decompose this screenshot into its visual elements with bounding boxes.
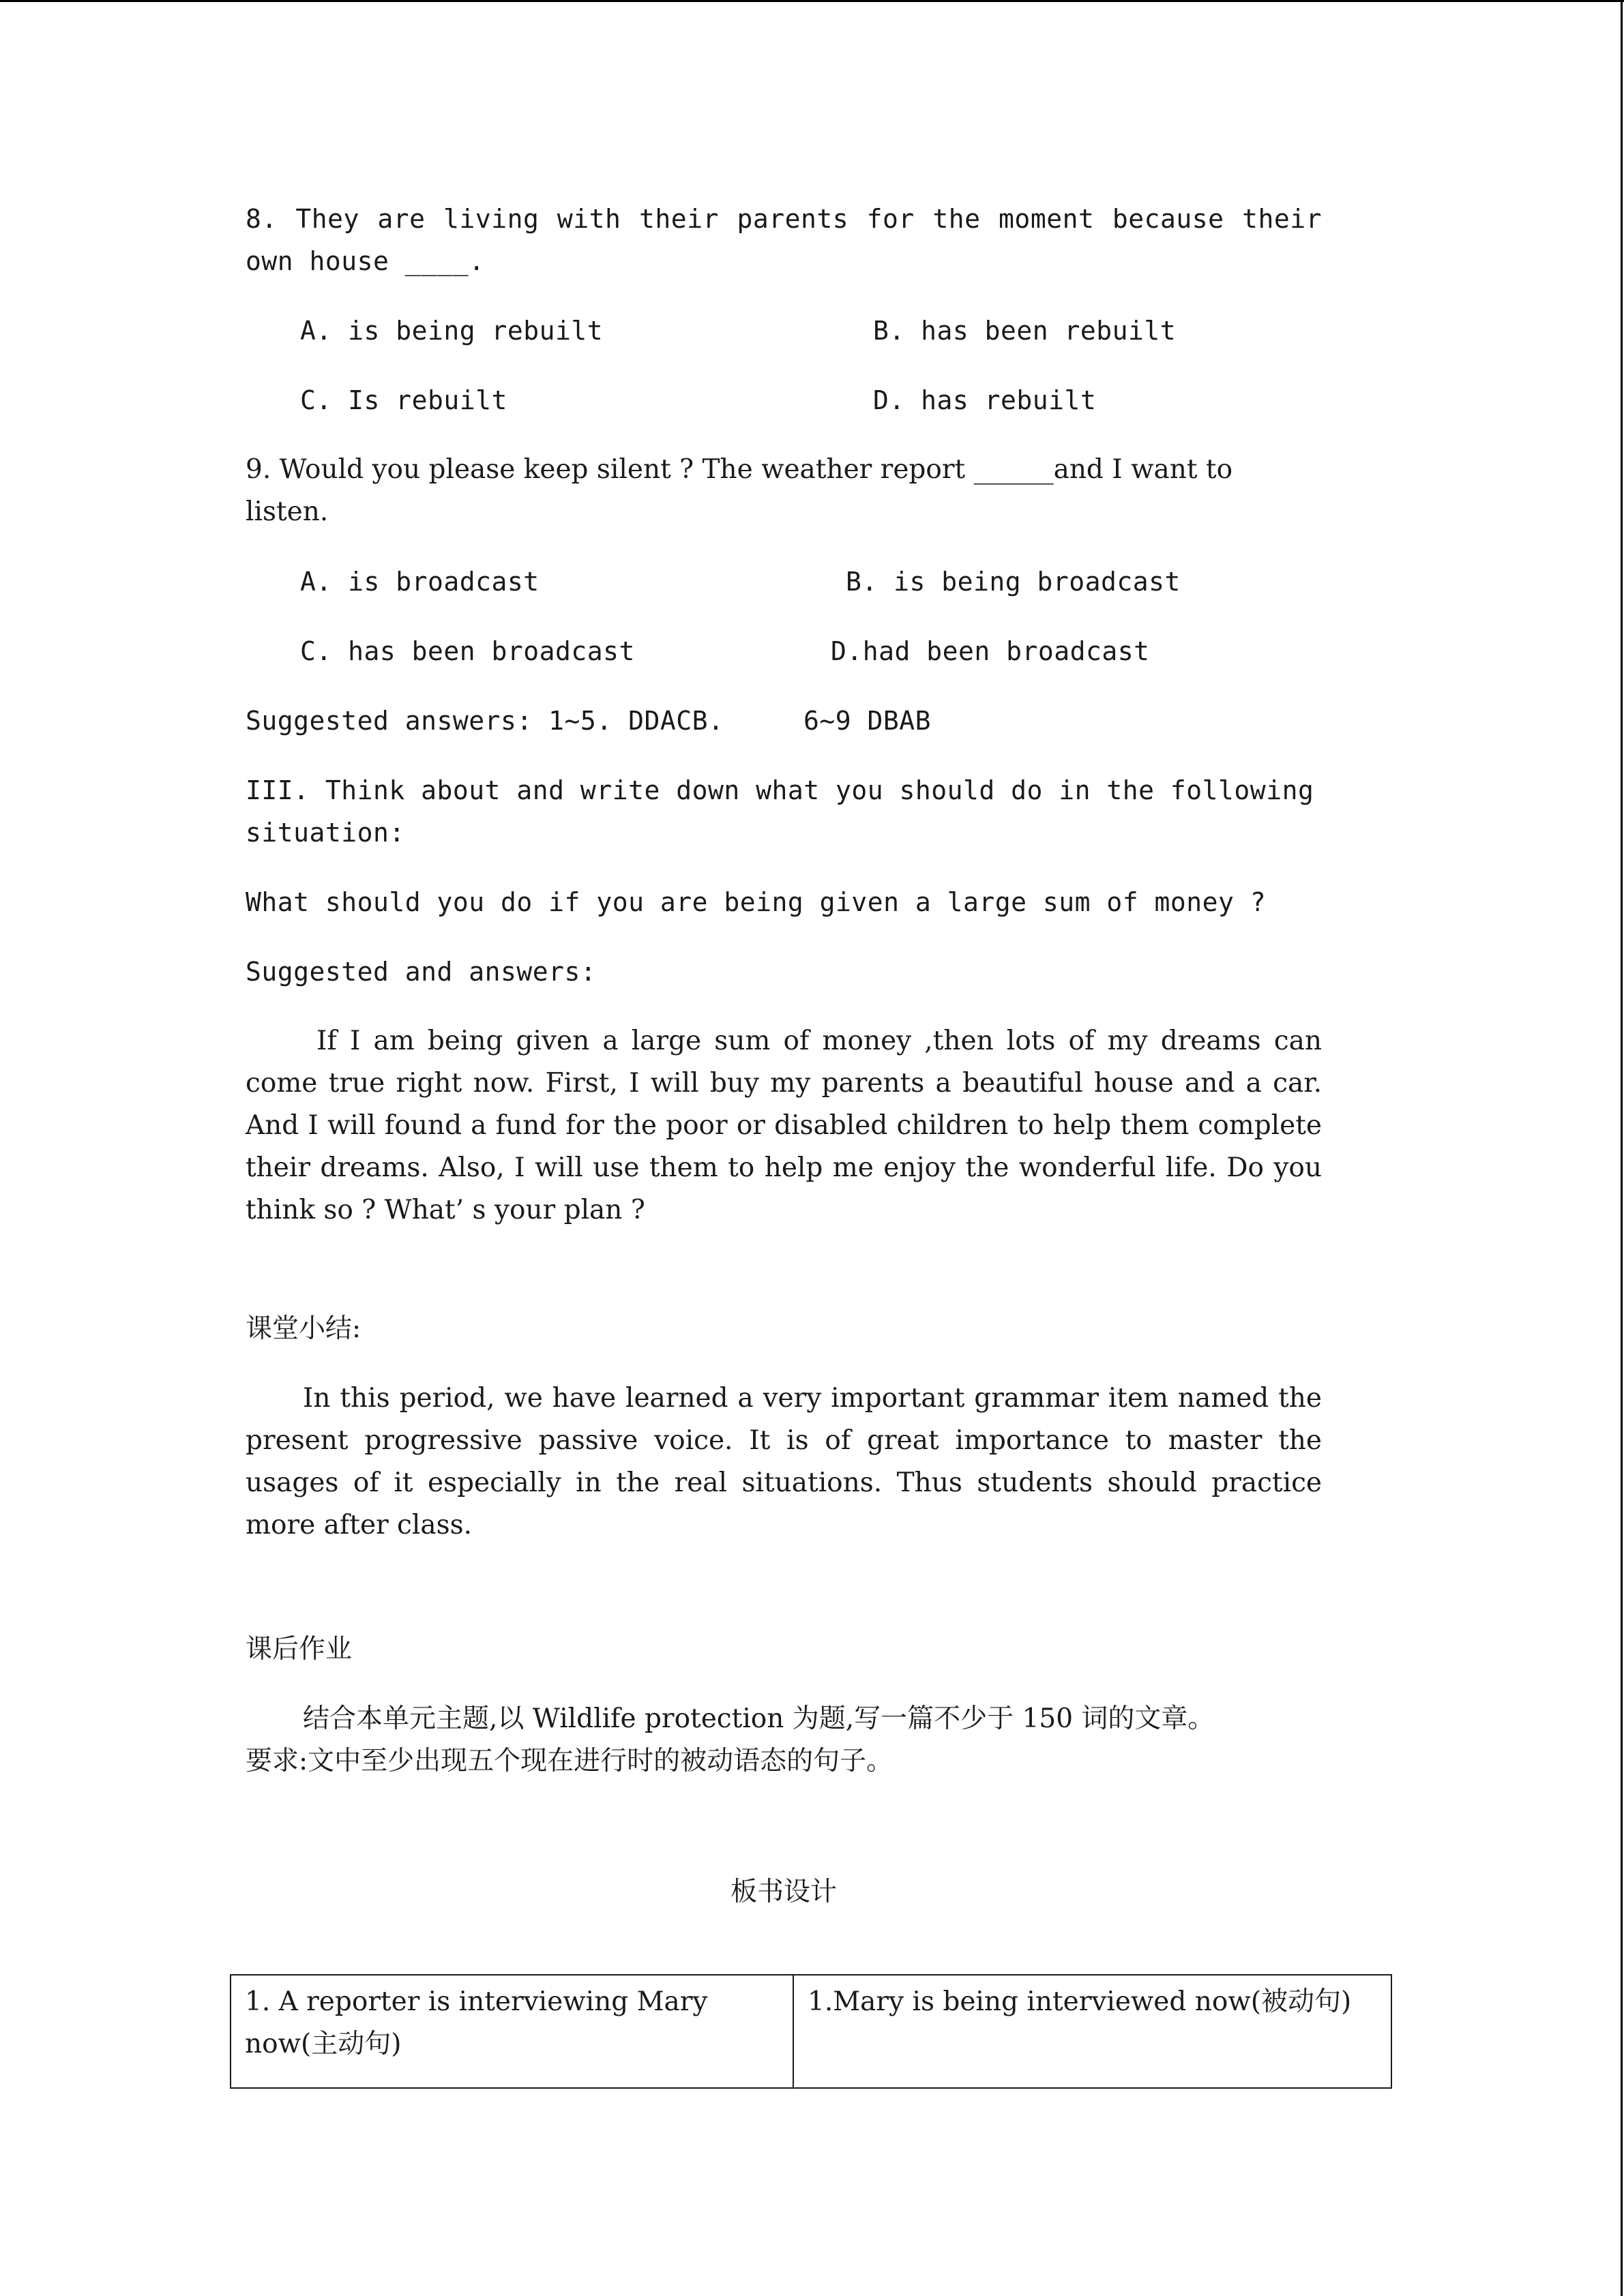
- answer-key-part-2: 6~9 DBAB: [803, 706, 932, 736]
- board-cell-active: 1. A reporter is interviewing Mary now(主动句): [245, 1986, 708, 2059]
- answer-key-part-1: Suggested answers: 1~5. DDACB.: [246, 706, 724, 736]
- question-8-option-b: B. has been rebuilt: [873, 316, 1177, 346]
- board-cell-passive: 1.Mary is being interviewed now(被动句): [793, 1976, 1391, 2087]
- page-right-border: [1621, 0, 1623, 2296]
- section-3-answer-label: Suggested and answers:: [246, 957, 597, 987]
- section-3-answer-text: If I am being given a large sum of money ,then lots of my dreams can come true right now. First, I will buy my parents a beautiful house and a car. And I will found a fund for the poor or disabled children to help them complete their dreams. Also, I will use them to help me enjoy the wonderful life. Do you think so ? What’ s your plan ?: [246, 1026, 1322, 1225]
- question-9-option-c: C. has been broadcast: [300, 636, 635, 666]
- question-8-options-row-2: [246, 379, 1322, 421]
- spacer: [246, 1547, 1322, 1628]
- question-9-option-d: D.had been broadcast: [831, 636, 1150, 666]
- board-design-title: 板书设计: [730, 1877, 837, 1907]
- question-9-option-b: B. is being broadcast: [846, 567, 1181, 597]
- question-8-options-row-1: [246, 310, 1322, 352]
- question-9-options-row-1: [246, 561, 1322, 603]
- spacer: [246, 1232, 1322, 1308]
- homework-line-1: 结合本单元主题,以 Wildlife protection 为题,写一篇不少于 150 词的文章。: [303, 1703, 1215, 1734]
- question-9-option-a: A. is broadcast: [300, 567, 540, 597]
- board-design-table: [230, 1974, 1392, 2089]
- question-8-stem: 8. They are living with their parents for the moment because their own house ____.: [246, 204, 1322, 276]
- question-9-stem: 9. Would you please keep silent ? The weather report ______and I want to listen.: [246, 454, 1233, 527]
- answer-key: [246, 700, 1322, 742]
- homework-line-2: 要求:文中至少出现五个现在进行时的被动语态的句子。: [246, 1746, 894, 1776]
- question-8-option-c: C. Is rebuilt: [300, 385, 507, 415]
- question-8-option-a: A. is being rebuilt: [300, 316, 604, 346]
- page-top-border: [0, 0, 1624, 2]
- summary-title: 课堂小结:: [246, 1313, 361, 1344]
- question-9-options-row-2: [246, 630, 1322, 672]
- document-page: [246, 198, 1322, 1913]
- question-8-option-d: D. has rebuilt: [873, 385, 1097, 415]
- section-3-question: What should you do if you are being given a large sum of money ?: [246, 887, 1267, 917]
- homework-title: 课后作业: [246, 1634, 353, 1665]
- summary-text: In this period, we have learned a very important grammar item named the present progressive passive voice. It is of great importance to master the usages of it especially in the real situations. Thus students should practice more after class.: [246, 1383, 1322, 1540]
- spacer: [246, 1783, 1322, 1871]
- section-3-heading: III. Think about and write down what you should do in the following situation:: [246, 775, 1314, 848]
